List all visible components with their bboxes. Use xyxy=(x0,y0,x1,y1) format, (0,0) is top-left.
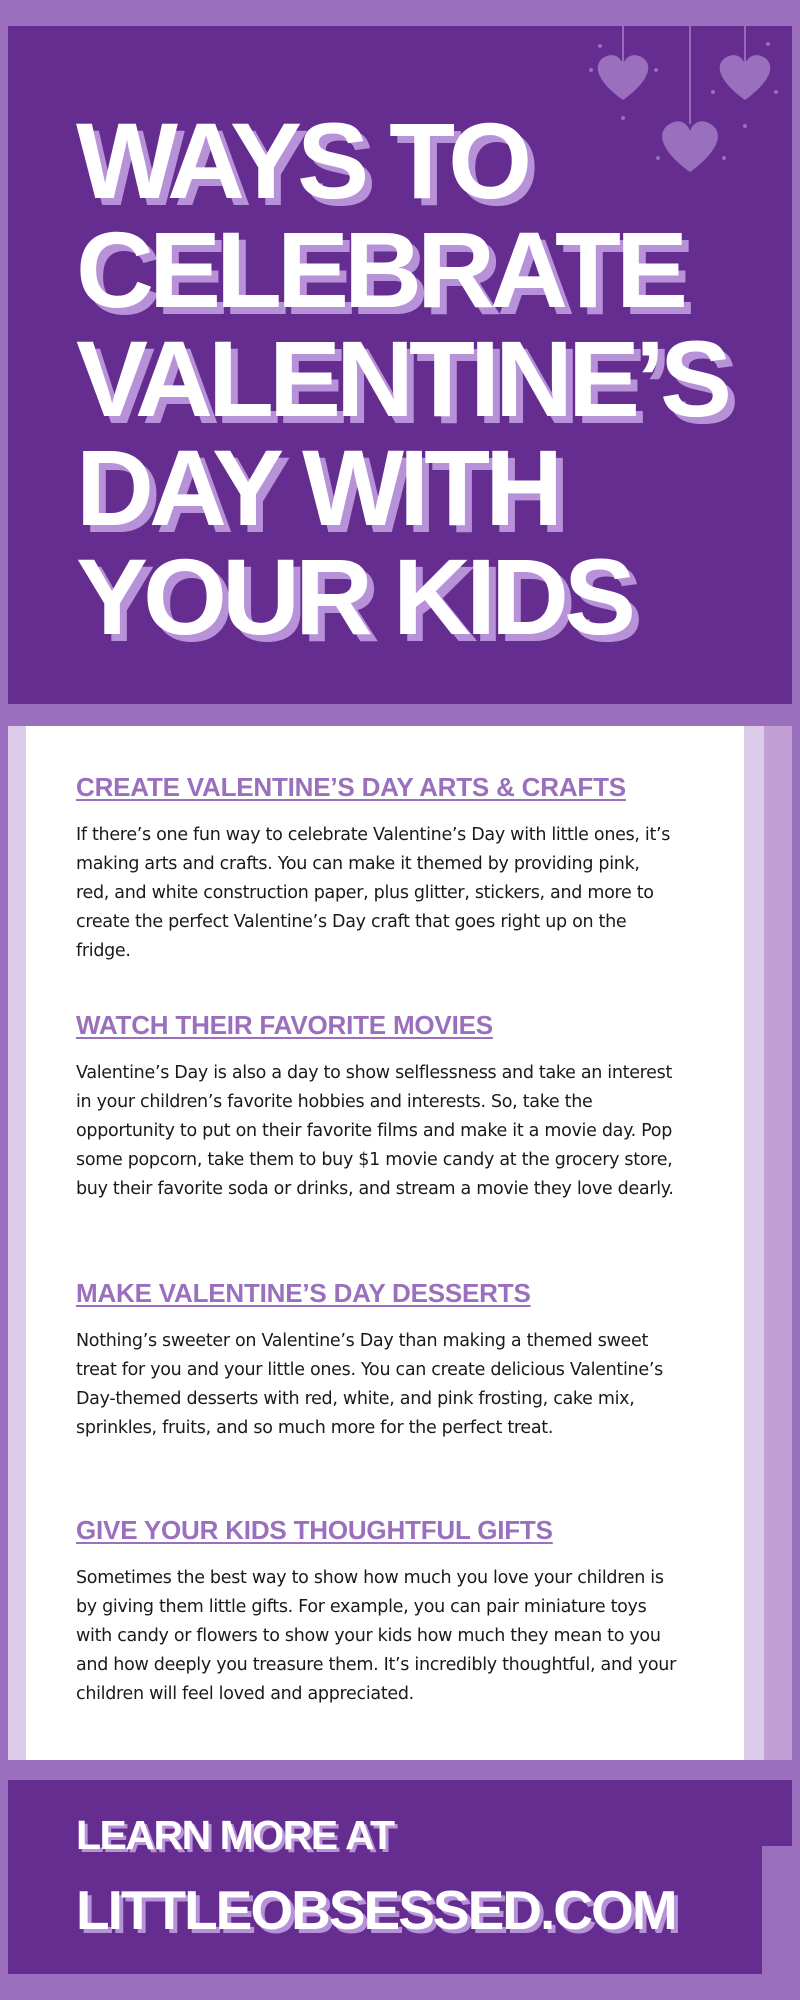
title-line: VALENTINE’S xyxy=(76,318,728,439)
section-heading: CREATE VALENTINE’S DAY ARTS & CRAFTS xyxy=(76,772,626,802)
footer-cta-label: LEARN MORE AT xyxy=(76,1812,394,1858)
title-line: YOUR KIDS xyxy=(76,536,632,657)
section-body: Nothing’s sweeter on Valentine’s Day than making a themed sweet treat for you and your little ones. You can create delicious Valentine’s Day-themed desserts with red, white, and pink frosting, cake mix, sprinkles, fruits, and so much more for the perfect treat. xyxy=(76,1331,663,1438)
section-body: Valentine’s Day is also a day to show selflessness and take an interest in your children’s favorite hobbies and interests. So, take the opportunity to put on their favorite films and make it a movie day. Pop some popcorn, take them to buy $1 movie candy at the grocery store, buy their favorite soda or drinks, and stream a movie they love dearly. xyxy=(76,1063,674,1199)
footer-notch xyxy=(762,1846,792,1932)
section-favorite-movies xyxy=(76,1010,676,1204)
panel-border-right-outer xyxy=(764,726,792,1760)
page-title xyxy=(76,100,776,657)
section-heading: MAKE VALENTINE’S DAY DESSERTS xyxy=(76,1278,531,1308)
footer-website-link[interactable]: LITTLEOBSESSED.COM xyxy=(76,1879,676,1941)
section-body: If there’s one fun way to celebrate Valentine’s Day with little ones, it’s making arts and crafts. You can make it themed by providing pink, red, and white construction paper, plus glitter, stickers, and more to create the perfect Valentine’s Day craft that goes right up on the fridge. xyxy=(76,825,671,961)
section-heading: WATCH THEIR FAVORITE MOVIES xyxy=(76,1010,493,1040)
section-desserts xyxy=(76,1278,676,1443)
title-line: DAY WITH xyxy=(76,427,559,548)
section-heading: GIVE YOUR KIDS THOUGHTFUL GIFTS xyxy=(76,1515,553,1545)
header-banner xyxy=(8,26,792,704)
panel-border-left xyxy=(8,726,26,1760)
section-body: Sometimes the best way to show how much you love your children is by giving them little gifts. For example, you can pair miniature toys with candy or flowers to show your kids how much they mean to you and how deeply you treasure them. It’s incredibly thoughtful, and your children will feel loved and appreciated. xyxy=(76,1568,676,1704)
title-line: WAYS TO xyxy=(76,100,528,221)
section-thoughtful-gifts xyxy=(76,1515,676,1709)
title-line: CELEBRATE xyxy=(76,209,684,330)
panel-border-right-inner xyxy=(744,726,764,1760)
section-arts-crafts xyxy=(76,772,676,966)
